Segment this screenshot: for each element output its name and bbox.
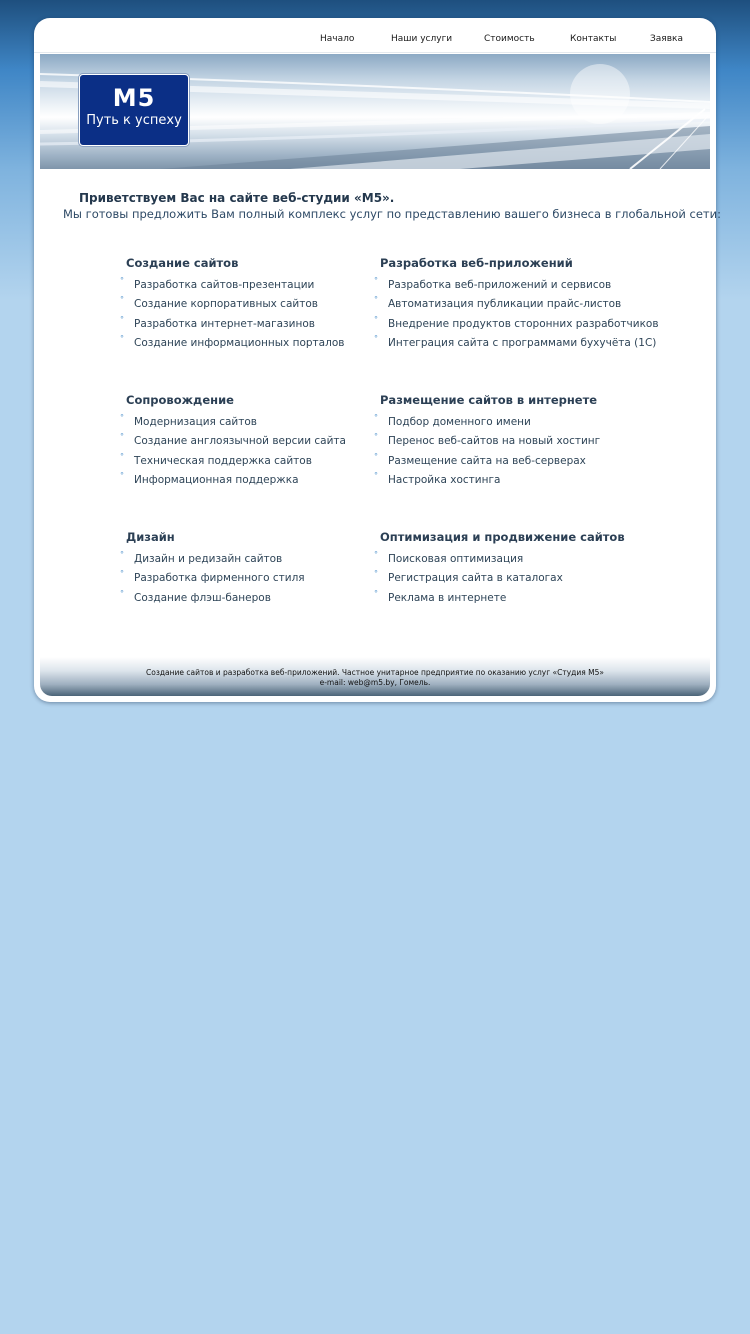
service-list [374, 550, 674, 608]
footer-contact: e-mail: web@m5.by, Гомель. [319, 678, 431, 687]
nav-link-pricing[interactable]: Стоимость [484, 34, 535, 44]
bullet-icon: ° [120, 569, 124, 579]
list-item[interactable]: ° Создание англоязычной версии сайта [120, 432, 420, 451]
list-item[interactable]: ° Разработка фирменного стиля [120, 569, 420, 588]
bullet-icon: ° [374, 451, 378, 461]
list-item[interactable]: ° Реклама в интернете [374, 589, 674, 608]
bullet-icon: ° [374, 413, 378, 422]
list-item[interactable]: ° Создание флэш-банеров [120, 589, 420, 608]
list-item[interactable]: ° Информационная поддержка [120, 471, 420, 490]
list-item[interactable]: ° Настройка хостинга [374, 471, 674, 490]
logo-slogan: Путь к успеху [86, 113, 182, 128]
section-web-apps [374, 256, 674, 354]
bullet-icon: ° [120, 451, 124, 461]
bullet-icon: ° [374, 471, 378, 481]
section-title: Оптимизация и продвижение сайтов [380, 530, 625, 544]
section-title: Сопровождение [126, 393, 234, 407]
list-item[interactable]: ° Внедрение продуктов сторонних разработчиков [374, 315, 674, 334]
list-item[interactable]: ° Автоматизация публикации прайс-листов [374, 295, 674, 314]
list-item[interactable]: ° Перенос веб-сайтов на новый хостинг [374, 432, 674, 451]
bullet-icon: ° [374, 334, 378, 344]
welcome-heading: Приветствуем Вас на сайте веб-студии «M5». [79, 191, 395, 205]
bullet-icon: ° [374, 276, 378, 285]
list-item[interactable]: ° Подбор доменного имени [374, 413, 674, 432]
bullet-icon: ° [120, 432, 124, 442]
list-item[interactable]: ° Интеграция сайта с программами бухучёта (1С) [374, 334, 674, 353]
bullet-icon: ° [374, 588, 378, 598]
list-item[interactable]: ° Создание информационных порталов [120, 334, 420, 353]
footer-copyright: Создание сайтов и разработка веб-приложений. Частное унитарное предприятие по оказанию услуг «Студия M5» [146, 668, 604, 677]
logo-title: M5 [112, 84, 156, 112]
bullet-icon: ° [120, 334, 124, 344]
list-item[interactable]: ° Разработка веб-приложений и сервисов [374, 276, 674, 295]
section-hosting [374, 393, 674, 491]
bullet-icon: ° [120, 314, 124, 324]
list-item[interactable]: ° Регистрация сайта в каталогах [374, 569, 674, 588]
nav-link-services[interactable]: Наши услуги [391, 34, 453, 44]
bullet-icon: ° [374, 314, 378, 324]
bullet-icon: ° [374, 550, 378, 559]
top-nav [34, 18, 716, 53]
intro-text: Мы готовы предложить Вам полный комплекс услуг по представлению вашего бизнеса в глобальной сети: [63, 207, 721, 221]
bullet-icon: ° [374, 569, 378, 579]
service-list [374, 413, 674, 491]
service-list [374, 276, 674, 354]
bullet-icon: ° [374, 295, 378, 305]
bullet-icon: ° [120, 276, 124, 285]
section-seo [374, 530, 674, 608]
header-banner [40, 54, 710, 169]
bullet-icon: ° [120, 471, 124, 481]
bullet-icon: ° [120, 295, 124, 305]
nav-link-contacts[interactable]: Контакты [570, 34, 617, 44]
section-title: Разработка веб-приложений [380, 256, 573, 270]
list-item[interactable]: ° Модернизация сайтов [120, 413, 420, 432]
site-frame [34, 18, 721, 702]
section-title: Размещение сайтов в интернете [380, 393, 598, 407]
list-item[interactable]: ° Техническая поддержка сайтов [120, 452, 420, 471]
nav-link-order[interactable]: Заявка [650, 34, 683, 44]
list-item[interactable]: ° Разработка интернет-магазинов [120, 315, 420, 334]
list-item[interactable]: ° Дизайн и редизайн сайтов [120, 550, 420, 569]
bullet-icon: ° [120, 413, 124, 422]
nav-link-home[interactable]: Начало [320, 34, 355, 44]
logo[interactable] [79, 74, 189, 146]
bullet-icon: ° [120, 588, 124, 598]
section-title: Создание сайтов [126, 256, 239, 270]
bullet-icon: ° [374, 432, 378, 442]
section-title: Дизайн [126, 530, 175, 544]
footer [40, 657, 710, 696]
list-item[interactable]: ° Размещение сайта на веб-серверах [374, 452, 674, 471]
bullet-icon: ° [120, 550, 124, 559]
list-item[interactable]: ° Поисковая оптимизация [374, 550, 674, 569]
list-item[interactable]: ° Разработка сайтов-презентации [120, 276, 420, 295]
list-item[interactable]: ° Создание корпоративных сайтов [120, 295, 420, 314]
